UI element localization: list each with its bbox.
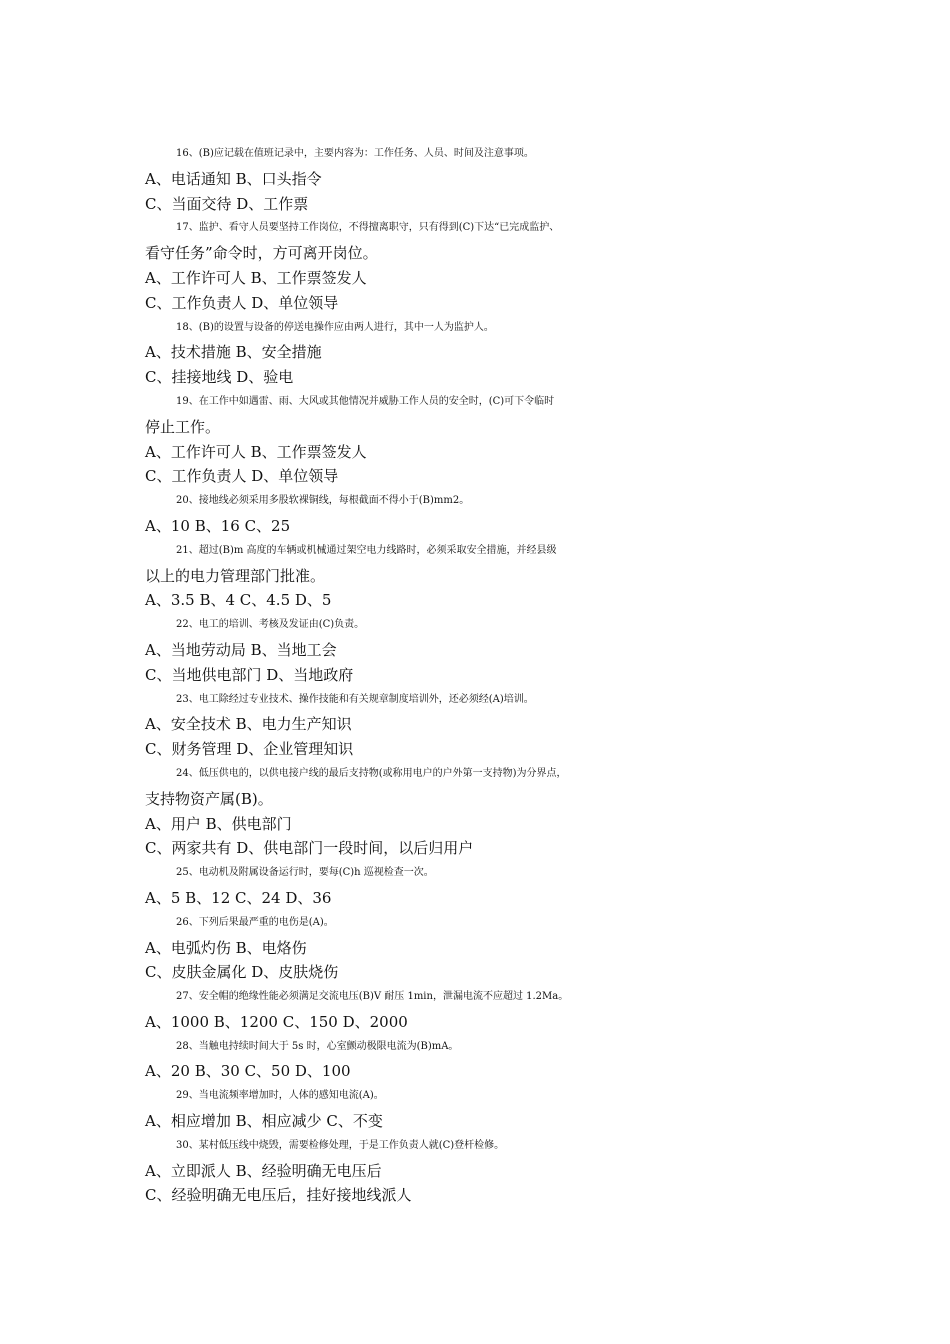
question-line: 21、超过(B)m 高度的车辆或机械通过架空电力线路时，必须采取安全措施，并经县级 xyxy=(176,544,557,556)
question-line: 24、低压供电的，以供电接户线的最后支持物(或称用电户的户外第一支持物)为分界点， xyxy=(176,767,567,779)
question-line: 26、下列后果最严重的电伤是(A)。 xyxy=(176,916,334,928)
answer-line: A、技术措施 B、安全措施 xyxy=(145,343,322,362)
answer-line: 以上的电力管理部门批准。 xyxy=(145,566,326,585)
question-line: 16、(B)应记载在值班记录中，主要内容为：工作任务、人员、时间及注意事项。 xyxy=(176,148,534,159)
answer-line: C、当面交待 D、工作票 xyxy=(145,194,309,213)
answer-line: A、3.5 B、4 C、4.5 D、5 xyxy=(145,591,332,610)
question-line: 17、监护、看守人员要坚持工作岗位，不得擅离职守，只有得到(C)下达“已完成监护、 xyxy=(176,222,560,234)
answer-line: 看守任务”命令时，方可离开岗位。 xyxy=(145,244,378,263)
answer-line: C、财务管理 D、企业管理知识 xyxy=(145,740,354,759)
answer-line: C、挂接地线 D、验电 xyxy=(145,368,294,387)
answer-line: C、两家共有 D、供电部门一段时间，以后归用户 xyxy=(145,839,474,858)
answer-line: A、20 B、30 C、50 D、100 xyxy=(145,1062,351,1081)
answer-line: C、工作负责人 D、单位领导 xyxy=(145,467,339,486)
answer-line: C、经验明确无电压后，挂好接地线派人 xyxy=(145,1186,412,1205)
question-line: 28、当触电持续时间大于 5s 时，心室颤动极限电流为(B)mA。 xyxy=(176,1040,459,1052)
answer-line: A、当地劳动局 B、当地工会 xyxy=(145,640,337,659)
question-line: 25、电动机及附属设备运行时，要每(C)h 巡视检查一次。 xyxy=(176,867,434,879)
answer-line: A、工作许可人 B、工作票签发人 xyxy=(145,268,367,287)
question-line: 27、安全帽的绝缘性能必须满足交流电压(B)V 耐压 1min，泄漏电流不应超过 1.2Ma。 xyxy=(176,991,569,1003)
answer-line: A、电弧灼伤 B、电烙伤 xyxy=(145,938,307,957)
answer-line: A、电话通知 B、口头指令 xyxy=(145,169,322,188)
question-line: 20、接地线必须采用多股软裸铜线，每根截面不得小于(B)mm2。 xyxy=(176,495,470,507)
answer-line: A、1000 B、1200 C、150 D、2000 xyxy=(145,1012,408,1031)
answer-line: 支持物资产属(B)。 xyxy=(145,789,273,808)
answer-line: A、工作许可人 B、工作票签发人 xyxy=(145,442,367,461)
question-line: 19、在工作中如遇雷、雨、大风或其他情况并威胁工作人员的安全时，(C)可下令临时 xyxy=(176,395,555,407)
answer-line: A、5 B、12 C、24 D、36 xyxy=(145,888,332,907)
question-line: 22、电工的培训、考核及发证由(C)负责。 xyxy=(176,619,365,631)
answer-line: C、皮肤金属化 D、皮肤烧伤 xyxy=(145,963,339,982)
question-line: 18、(B)的设置与设备的停送电操作应由两人进行，其中一人为监护人。 xyxy=(176,321,494,333)
answer-line: A、安全技术 B、电力生产知识 xyxy=(145,715,352,734)
question-line: 23、电工除经过专业技术、操作技能和有关规章制度培训外，还必须经(A)培训。 xyxy=(176,693,534,705)
answer-line: C、当地供电部门 D、当地政府 xyxy=(145,665,354,684)
answer-line: 停止工作。 xyxy=(145,417,221,436)
question-line: 30、某村低压线中烧毁，需要检修处理，于是工作负责人就(C)登杆检修。 xyxy=(176,1139,505,1151)
question-line: 29、当电流频率增加时，人体的感知电流(A)。 xyxy=(176,1090,384,1102)
answer-line: C、工作负责人 D、单位领导 xyxy=(145,293,339,312)
answer-line: A、相应增加 B、相应减少 C、不变 xyxy=(145,1112,383,1131)
answer-line: A、10 B、16 C、25 xyxy=(145,516,291,535)
document-body xyxy=(145,142,810,1208)
answer-line: A、立即派人 B、经验明确无电压后 xyxy=(145,1161,382,1180)
answer-line: A、用户 B、供电部门 xyxy=(145,814,292,833)
